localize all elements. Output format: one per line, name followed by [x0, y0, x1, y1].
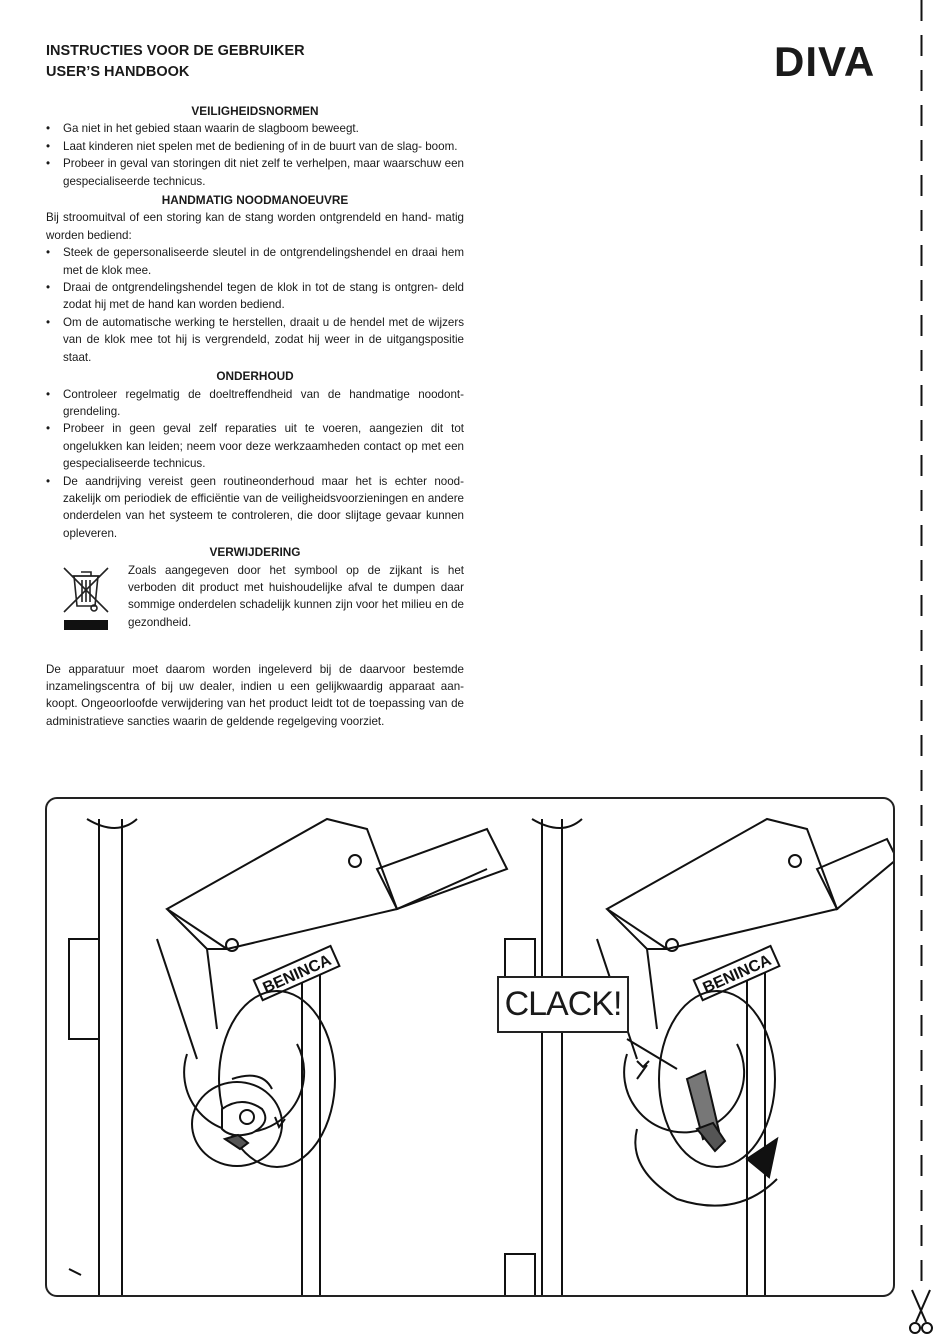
list-item: • Laat kinderen niet spelen met de bediening of in de buurt van de slag- boom. [46, 139, 458, 153]
heading-maintenance: ONDERHOUD [216, 369, 294, 384]
brand-label-right: BENINCA [700, 951, 774, 998]
scissors-icon [906, 1288, 936, 1343]
document-header [46, 41, 305, 83]
clack-callout: CLACK! [497, 976, 629, 1033]
heading-disposal: VERWIJDERING [209, 545, 301, 560]
title-dutch: INSTRUCTIES VOOR DE GEBRUIKER [46, 43, 305, 59]
list-item: • Controleer regelmatig de doeltreffendheid van de handmatige noodont- grendeling. [46, 387, 464, 418]
disposal-final: De apparatuur moet daarom worden ingeleverd bij de daarvoor bestemde inzamelingscentra of bij uw dealer, indien u een gelijkwaardig apparaat aan- koopt. Ongeoorloofde verwijdering van het product leidt tot de toepassing van de administratieve sancties waarin de geldende regelgeving voorziet. [46, 662, 464, 728]
heading-safety: VEILIGHEIDSNORMEN [191, 104, 319, 118]
manual-intro: Bij stroomuitval of een storing kan de stang worden ontgrendeld en hand- matig worden bediend: [46, 211, 464, 242]
illustration-frame [45, 797, 895, 1297]
list-item: • Ga niet in het gebied staan waarin de slagboom beweegt. [46, 122, 359, 136]
disposal-block [46, 562, 464, 642]
disposal-text: Zoals aangegeven door het symbool op de zijkant is het verboden dit product met huishoudelijke afval te dumpen daar sommige onderdelen schadelijk kunnen zijn voor het milieu en de gezondheid. [128, 563, 464, 629]
list-item: • De aandrijving vereist geen routineonderhoud maar het is echter nood- zakelijk om periodiek de efficiëntie van de veiligheidsvoorzieningen en andere onderdelen van het systeem te controleren, die door slijtage gevaar kunnen opleveren. [46, 474, 464, 540]
title-english: USER’S HANDBOOK [46, 64, 190, 80]
text-column [46, 103, 464, 730]
list-item: • Probeer in geval van storingen dit niet zelf te verhelpen, maar waarschuw een gespecialiseerde technicus. [46, 157, 464, 188]
heading-manual: HANDMATIG NOODMANOEUVRE [161, 193, 349, 208]
weee-bin-icon [46, 562, 128, 642]
list-item: • Steek de gepersonaliseerde sleutel in de ontgrendelingshendel en draai hem met de klok mee. [46, 246, 464, 277]
product-name: DIVA [774, 38, 876, 85]
list-item: • Draai de ontgrendelingshendel tegen de klok in tot de stang is ontgren- deld zodat hij met de hand kan worden bediend. [46, 281, 464, 312]
list-item: • Om de automatische werking te herstellen, draait u de hendel met de wijzers van de klok mee tot hij is vergrendeld, zodat hij weer in de uitgangspositie staat. [46, 315, 464, 364]
list-item: • Probeer in geen geval zelf reparaties uit te voeren, aangezien dit tot ongelukken kan leiden; neem voor deze werkzaamheden contact op met een gespecialiseerde technicus. [46, 422, 464, 471]
cut-line [920, 0, 923, 1300]
brand-label-left: BENINCA [260, 951, 334, 998]
